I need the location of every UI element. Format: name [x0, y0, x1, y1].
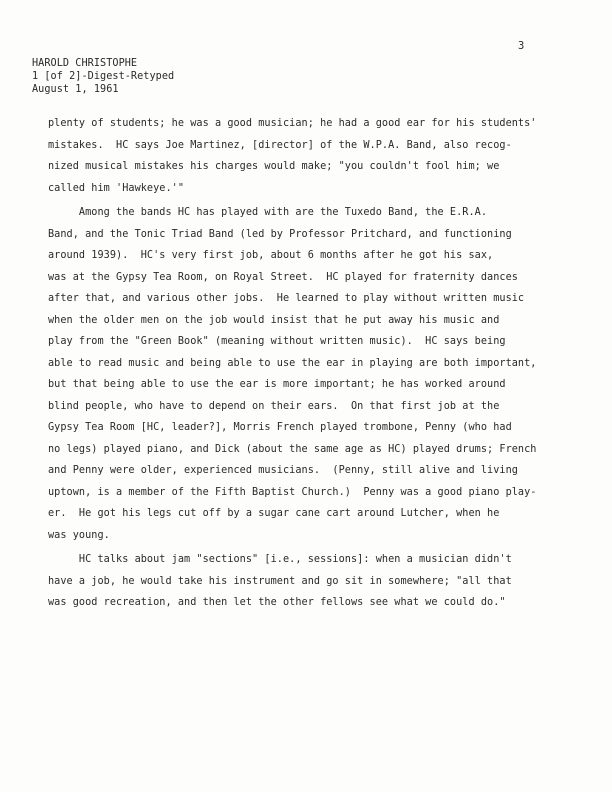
text-line: uptown, is a member of the Fifth Baptist Church.) Penny was a good piano play- — [48, 486, 537, 498]
text-line: blind people, who have to depend on their ears. On that first job at the — [48, 400, 500, 412]
paragraph — [48, 202, 588, 546]
text-line: nized musical mistakes his charges would make; "you couldn't fool him; we — [48, 161, 500, 172]
text-line: and Penny were older, experienced musicians. (Penny, still alive and living — [48, 465, 518, 476]
text-line: called him 'Hawkeye.'" — [48, 182, 185, 194]
text-line: Band, and the Tonic Triad Band (led by Professor Pritchard, and functioning — [48, 228, 512, 240]
text-line: HC talks about jam "sections" [i.e., sessions]: when a musician didn't — [48, 554, 512, 565]
text-line: no legs) played piano, and Dick (about the same age as HC) played drums; French — [48, 443, 537, 455]
document-header — [32, 57, 174, 96]
text-line: around 1939). HC's very first job, about 6 months after he got his sax, — [48, 250, 494, 261]
text-line: was young. — [48, 529, 110, 541]
text-line: was at the Gypsy Tea Room, on Royal Street. HC played for fraternity dances — [48, 271, 518, 283]
text-line: play from the "Green Book" (meaning without written music). HC says being — [48, 336, 506, 347]
reel-label: 1 [of 2]-Digest-Retyped — [32, 71, 175, 82]
text-line: have a job, he would take his instrument and go sit in somewhere; "all that — [48, 575, 512, 587]
text-line: was good recreation, and then let the other fellows see what we could do." — [48, 597, 506, 608]
text-line: after that, and various other jobs. He learned to play without written music — [48, 293, 525, 304]
document-body — [48, 113, 588, 614]
paragraph — [48, 549, 588, 614]
paragraph — [48, 113, 588, 199]
text-line: mistakes. HC says Joe Martinez, [director] of the W.P.A. Band, also recog- — [48, 139, 512, 151]
text-line: when the older men on the job would insist that he put away his music and — [48, 314, 500, 326]
text-line: able to read music and being able to use the ear in playing are both important, — [48, 357, 537, 369]
text-line: plenty of students; he was a good musician; he had a good ear for his students' — [48, 118, 537, 129]
interview-date: August 1, 1961 — [32, 84, 119, 95]
text-line: er. He got his legs cut off by a sugar cane cart around Lutcher, when he — [48, 508, 500, 519]
page-number: 3 — [518, 40, 525, 52]
text-line: Among the bands HC has played with are the Tuxedo Band, the E.R.A. — [48, 207, 488, 218]
text-line: Gypsy Tea Room [HC, leader?], Morris French played trombone, Penny (who had — [48, 422, 512, 433]
interviewee-name: HAROLD CHRISTOPHE — [32, 58, 138, 69]
text-line: but that being able to use the ear is more important; he has worked around — [48, 379, 506, 390]
